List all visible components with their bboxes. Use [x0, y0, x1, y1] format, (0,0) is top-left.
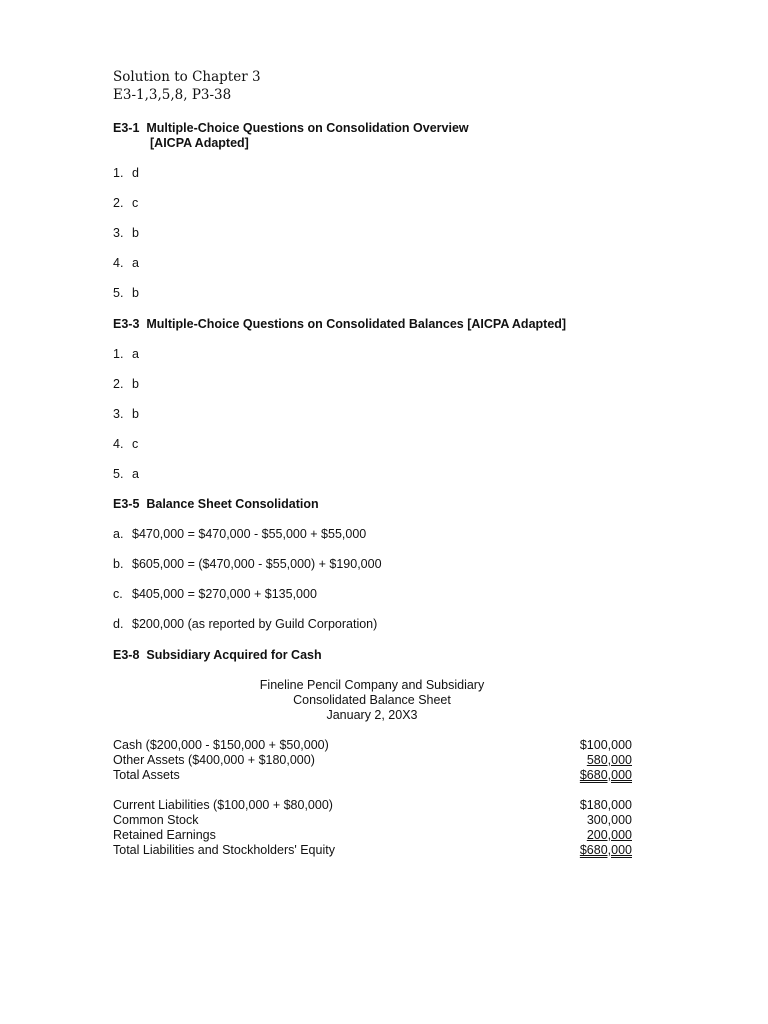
section-heading-e3-3: [113, 317, 566, 331]
section-title: Balance Sheet Consolidation: [146, 497, 319, 511]
statement-row-amount: 300,000: [586, 813, 632, 827]
document-subtitle: E3-1,3,5,8, P3-38: [113, 87, 232, 103]
section-title: Multiple-Choice Questions on Consolidation Overview: [146, 121, 469, 135]
item-label: b.: [113, 557, 124, 571]
answer-value: b: [132, 407, 139, 421]
statement-row-label: Cash ($200,000 - $150,000 + $50,000): [113, 738, 329, 752]
calculation-item: [113, 587, 317, 601]
section-code: E3-8: [113, 648, 140, 662]
item-label: c.: [113, 587, 123, 601]
statement-row-amount: $100,000: [579, 738, 632, 752]
answer-number: 3.: [113, 407, 124, 421]
answer-value: c: [132, 437, 139, 451]
answer-number: 5.: [113, 286, 124, 300]
item-label: d.: [113, 617, 124, 631]
answer-item: [113, 196, 138, 210]
section-code: E3-5: [113, 497, 140, 511]
answer-value: a: [132, 467, 139, 481]
statement-row-amount: $680,000: [579, 843, 632, 857]
statement-row-label: Current Liabilities ($100,000 + $80,000): [113, 798, 333, 812]
statement-row-label: Other Assets ($400,000 + $180,000): [113, 753, 315, 767]
statement-name: Consolidated Balance Sheet: [293, 693, 451, 707]
statement-row-amount: 580,000: [586, 753, 632, 767]
section-title: Multiple-Choice Questions on Consolidated Balances [AICPA Adapted]: [146, 317, 567, 331]
section-heading-e3-5: [113, 497, 319, 511]
document-title: Solution to Chapter 3: [113, 69, 261, 85]
section-heading-e3-8: [113, 648, 322, 662]
answer-value: a: [132, 256, 139, 270]
statement-company: Fineline Pencil Company and Subsidiary: [259, 678, 485, 692]
statement-row-amount: $680,000: [579, 768, 632, 782]
statement-row-amount: 200,000: [586, 828, 632, 842]
item-text: $470,000 = $470,000 - $55,000 + $55,000: [132, 527, 367, 541]
answer-value: b: [132, 226, 139, 240]
answer-number: 1.: [113, 347, 124, 361]
answer-number: 4.: [113, 256, 124, 270]
answer-number: 2.: [113, 196, 124, 210]
section-title-continued: [AICPA Adapted]: [150, 136, 249, 150]
answer-number: 4.: [113, 437, 124, 451]
answer-item: [113, 347, 139, 361]
statement-row-label: Total Assets: [113, 768, 180, 782]
section-code: E3-3: [113, 317, 140, 331]
item-label: a.: [113, 527, 124, 541]
answer-number: 5.: [113, 467, 124, 481]
answer-value: a: [132, 347, 139, 361]
answer-item: [113, 226, 139, 240]
statement-row-label: Retained Earnings: [113, 828, 216, 842]
answer-value: b: [132, 377, 139, 391]
calculation-item: [113, 557, 382, 571]
answer-item: [113, 256, 139, 270]
statement-row-label: Total Liabilities and Stockholders' Equity: [113, 843, 335, 857]
item-text: $405,000 = $270,000 + $135,000: [132, 587, 317, 601]
calculation-item: [113, 527, 366, 541]
answer-item: [113, 377, 139, 391]
answer-item: [113, 286, 139, 300]
answer-item: [113, 166, 139, 180]
answer-number: 3.: [113, 226, 124, 240]
calculation-item: [113, 617, 377, 631]
answer-value: c: [132, 196, 139, 210]
answer-value: b: [132, 286, 139, 300]
answer-item: [113, 407, 139, 421]
answer-number: 1.: [113, 166, 124, 180]
answer-item: [113, 467, 139, 481]
item-text: $605,000 = ($470,000 - $55,000) + $190,000: [132, 557, 382, 571]
answer-number: 2.: [113, 377, 124, 391]
item-text: $200,000 (as reported by Guild Corporation): [132, 617, 378, 631]
section-code: E3-1: [113, 121, 140, 135]
answer-value: d: [132, 166, 139, 180]
section-heading-e3-1: [113, 121, 469, 135]
section-title: Subsidiary Acquired for Cash: [146, 648, 322, 662]
statement-row-label: Common Stock: [113, 813, 199, 827]
statement-row-amount: $180,000: [579, 798, 632, 812]
answer-item: [113, 437, 138, 451]
statement-date: January 2, 20X3: [326, 708, 418, 722]
